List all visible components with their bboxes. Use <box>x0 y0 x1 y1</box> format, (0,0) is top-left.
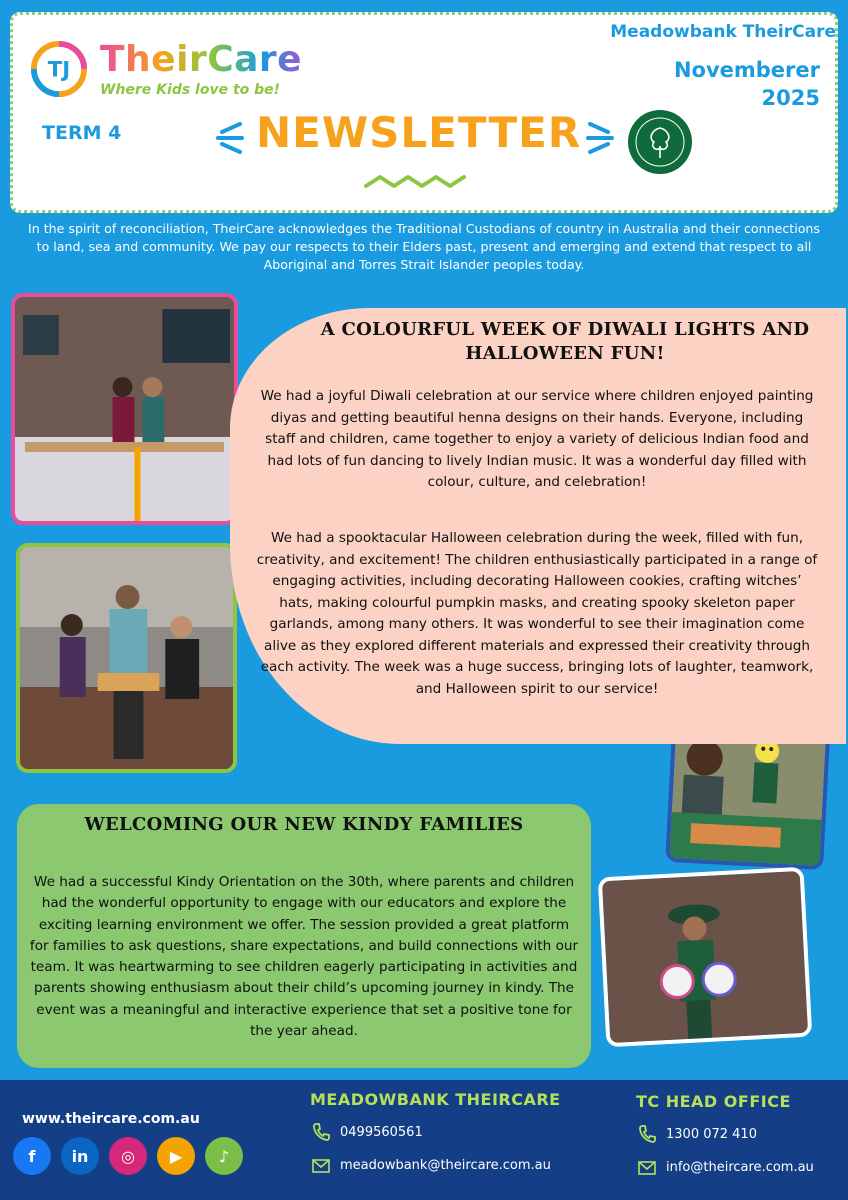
kindy-orientation-photo <box>598 867 813 1048</box>
youtube-icon[interactable]: ▶ <box>157 1137 195 1175</box>
brand-name: TheirCare <box>100 39 303 80</box>
kindy-title: WELCOMING OUR NEW KINDY FAMILIES <box>84 814 524 835</box>
theircare-logo-icon <box>30 40 88 98</box>
halloween-photo <box>16 543 237 773</box>
org-name: Meadowbank TheirCare <box>610 22 836 42</box>
term-label: TERM 4 <box>42 122 122 144</box>
issue-year: 2025 <box>761 86 820 110</box>
acknowledgement-of-country: In the spirit of reconciliation, TheirCare acknowledges the Traditional Custodians of country in Australia and their connections to land, sea and community. We pay our respects to their Elders past, present and emerging and extend that respect to all Aboriginal and Torres Strait Islander peoples today. <box>28 221 820 272</box>
head-office-heading: TC HEAD OFFICE <box>636 1092 791 1111</box>
email-icon <box>312 1159 330 1173</box>
brand-tagline: Where Kids love to be! <box>100 82 281 98</box>
head-office-phone[interactable]: 1300 072 410 <box>638 1124 757 1144</box>
sparkle-right-icon <box>586 118 616 158</box>
zigzag-divider-icon <box>362 172 472 192</box>
story-paragraph-halloween: We had a spooktacular Halloween celebration during the week, filled with fun, creativity, and excitement! The children enthusiastically participated in a range of engaging activities, including decorating Halloween cookies, crafting witches’ hats, making colourful pumpkin masks, and creating spooky skeleton paper garlands, among many others. It was wonderful to see their imagination come alive as they explored different materials and expressed their creativity through each activity. The week was a huge success, bringing lots of laughter, teamwork, and Halloween spirit to our service! <box>256 530 818 697</box>
email-icon <box>638 1161 656 1175</box>
kindy-paragraph: We had a successful Kindy Orientation on the 30th, where parents and children had the wonderful opportunity to engage with our educators and explore the exciting learning environment we offer. The session provided a great platform for families to ask questions, share expectations, and build connections with our team. It was heartwarming to see children eagerly participating in activities and parents showing enthusiasm about their child’s upcoming journey in kindy. The event was a meaningful and interactive experience that set a positive tone for the year ahead. <box>29 874 579 1040</box>
story-paragraph-diwali: We had a joyful Diwali celebration at our service where children enjoyed painting diyas and getting beautiful henna designs on their hands. Everyone, including staff and children, came together to enjoy a variety of delicious Indian food and had lots of fun dancing to lively Indian music. It was a wonderful day filled with colour, culture, and celebration! <box>260 388 814 490</box>
diwali-photo <box>11 293 238 525</box>
service-phone[interactable]: 0499560561 <box>312 1122 423 1142</box>
tree-seal-icon <box>628 110 692 174</box>
school-seal <box>628 110 692 174</box>
head-office-email[interactable]: info@theircare.com.au <box>638 1160 814 1175</box>
story-title: A COLOURFUL WEEK OF DIWALI LIGHTS AND HALLOWEEN FUN! <box>320 319 810 364</box>
facebook-icon[interactable]: f <box>13 1137 51 1175</box>
website-link[interactable]: www.theircare.com.au <box>22 1111 200 1127</box>
tiktok-icon[interactable]: ♪ <box>205 1137 243 1175</box>
phone-icon <box>638 1124 656 1144</box>
svg-text:TJ: TJ <box>47 57 71 83</box>
issue-month: Novemberer <box>673 58 820 82</box>
phone-icon <box>312 1122 330 1142</box>
sparkle-left-icon <box>214 118 244 158</box>
linkedin-icon[interactable]: in <box>61 1137 99 1175</box>
service-contact-heading: MEADOWBANK THEIRCARE <box>310 1090 561 1109</box>
social-links <box>13 1137 243 1175</box>
instagram-icon[interactable]: ◎ <box>109 1137 147 1175</box>
newsletter-title: NEWSLETTER <box>256 108 582 157</box>
service-email[interactable]: meadowbank@theircare.com.au <box>312 1158 551 1173</box>
